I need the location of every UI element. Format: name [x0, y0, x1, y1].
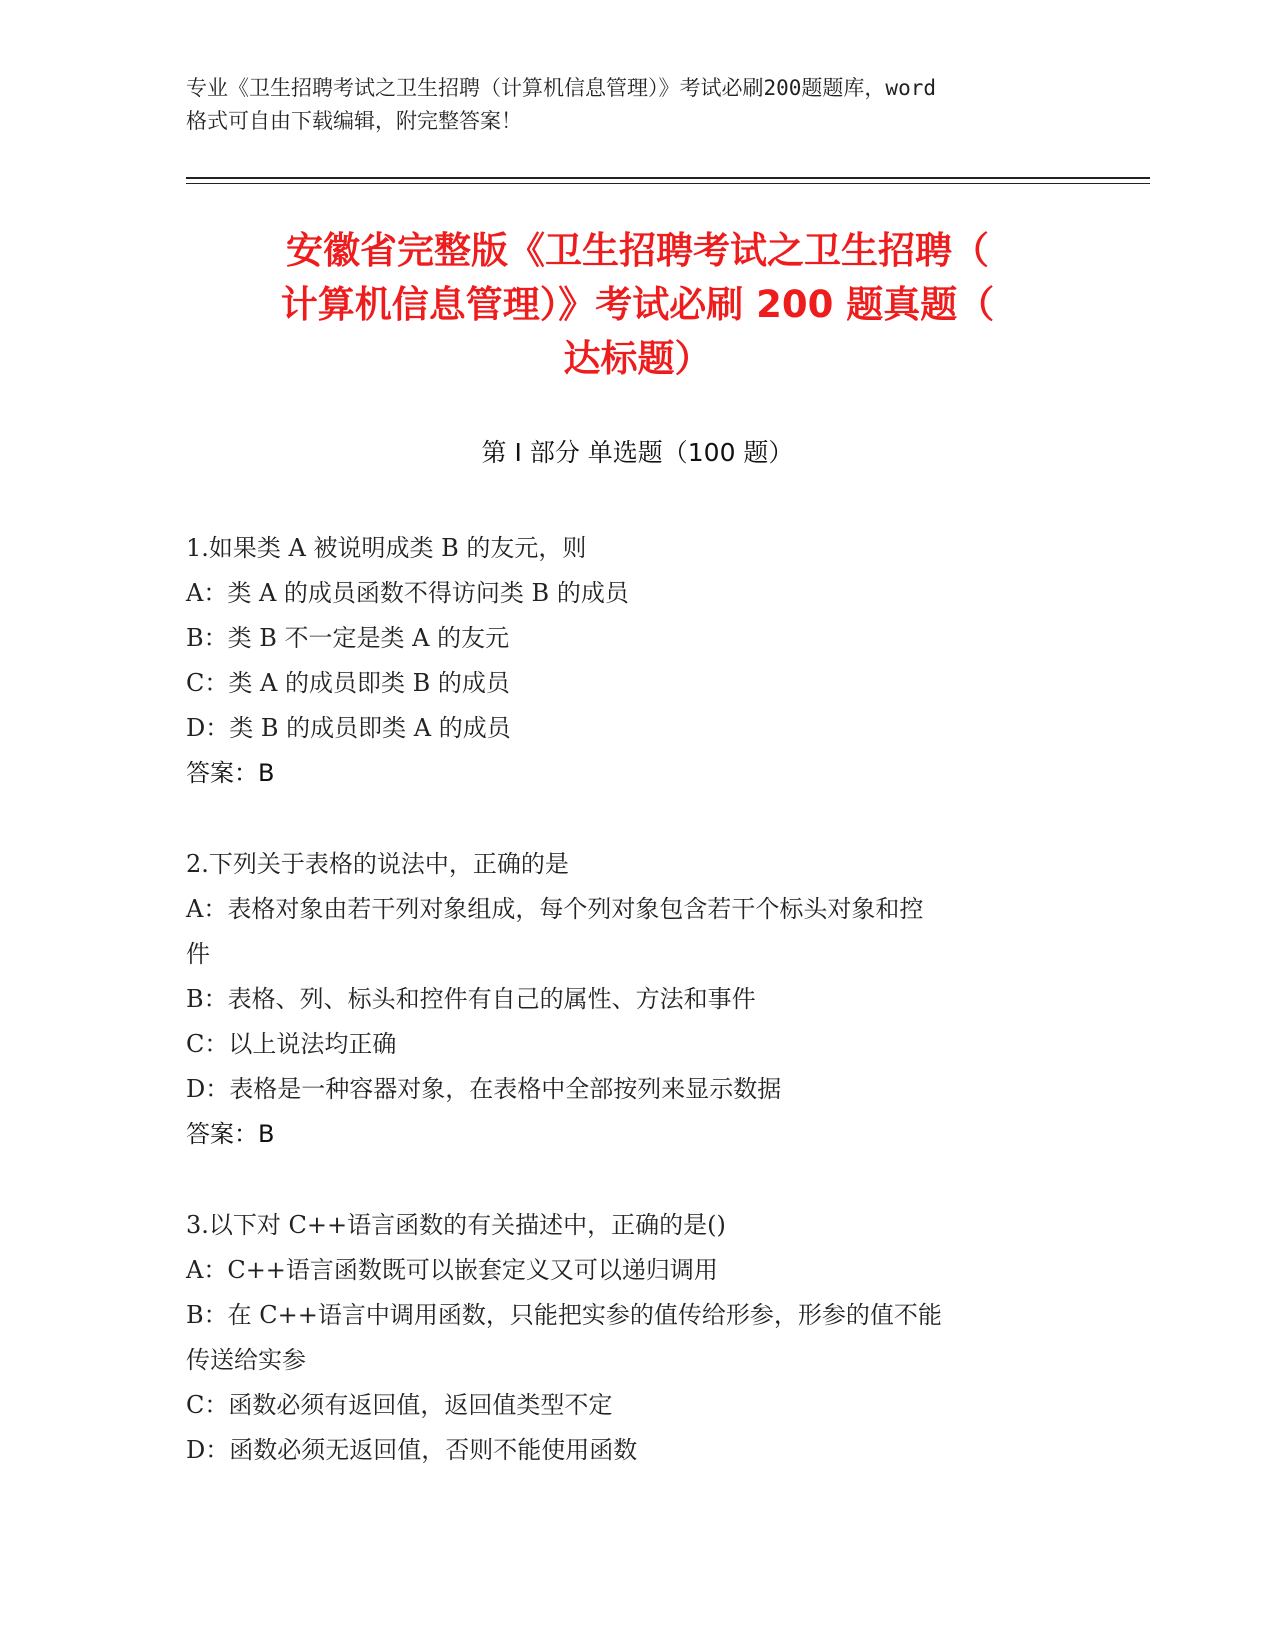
header-note-line: 格式可自由下载编辑，附完整答案！ [186, 109, 522, 133]
question-option: 件 [186, 940, 210, 968]
title-line: 达标题） [563, 337, 712, 380]
question-option: C：以上说法均正确 [186, 1030, 397, 1058]
title-line: 计算机信息管理）》考试必刷 200 题真题（ [280, 283, 995, 326]
question-option: B：类 B 不一定是类 A 的友元 [186, 624, 510, 652]
question-item [186, 526, 1086, 796]
question-stem: 3.以下对 C++语言函数的有关描述中，正确的是() [186, 1211, 726, 1239]
header-divider-thin [186, 183, 1150, 184]
title-line: 安徽省完整版《卫生招聘考试之卫生招聘（ [286, 229, 989, 272]
header-divider [186, 177, 1150, 179]
question-stem: 2.下列关于表格的说法中，正确的是 [186, 850, 569, 878]
question-option: B：表格、列、标头和控件有自己的属性、方法和事件 [186, 985, 756, 1013]
document-title [150, 224, 1125, 386]
section-title: 第 I 部分 单选题（100 题） [481, 438, 794, 467]
question-option: 传送给实参 [186, 1346, 306, 1374]
header-note [186, 72, 1086, 138]
question-option: C：类 A 的成员即类 B 的成员 [186, 669, 510, 697]
question-stem: 1.如果类 A 被说明成类 B 的友元，则 [186, 534, 587, 562]
question-option: A：类 A 的成员函数不得访问类 B 的成员 [186, 579, 629, 607]
question-option: D：类 B 的成员即类 A 的成员 [186, 714, 511, 742]
question-option: A：表格对象由若干列对象组成，每个列对象包含若干个标头对象和控 [186, 895, 924, 923]
header-note-line: 专业《卫生招聘考试之卫生招聘（计算机信息管理）》考试必刷200题题库，word [186, 76, 936, 100]
question-item [186, 1203, 1086, 1473]
question-option: C：函数必须有返回值，返回值类型不定 [186, 1391, 613, 1419]
question-list [186, 526, 1086, 1519]
question-option: D：表格是一种容器对象，在表格中全部按列来显示数据 [186, 1075, 782, 1103]
question-option: A：C++语言函数既可以嵌套定义又可以递归调用 [186, 1256, 718, 1284]
question-answer: 答案：B [186, 759, 275, 787]
question-option: D：函数必须无返回值，否则不能使用函数 [186, 1436, 638, 1464]
question-answer: 答案：B [186, 1120, 275, 1148]
question-item [186, 842, 1086, 1157]
question-option: B：在 C++语言中调用函数，只能把实参的值传给形参，形参的值不能 [186, 1301, 942, 1329]
